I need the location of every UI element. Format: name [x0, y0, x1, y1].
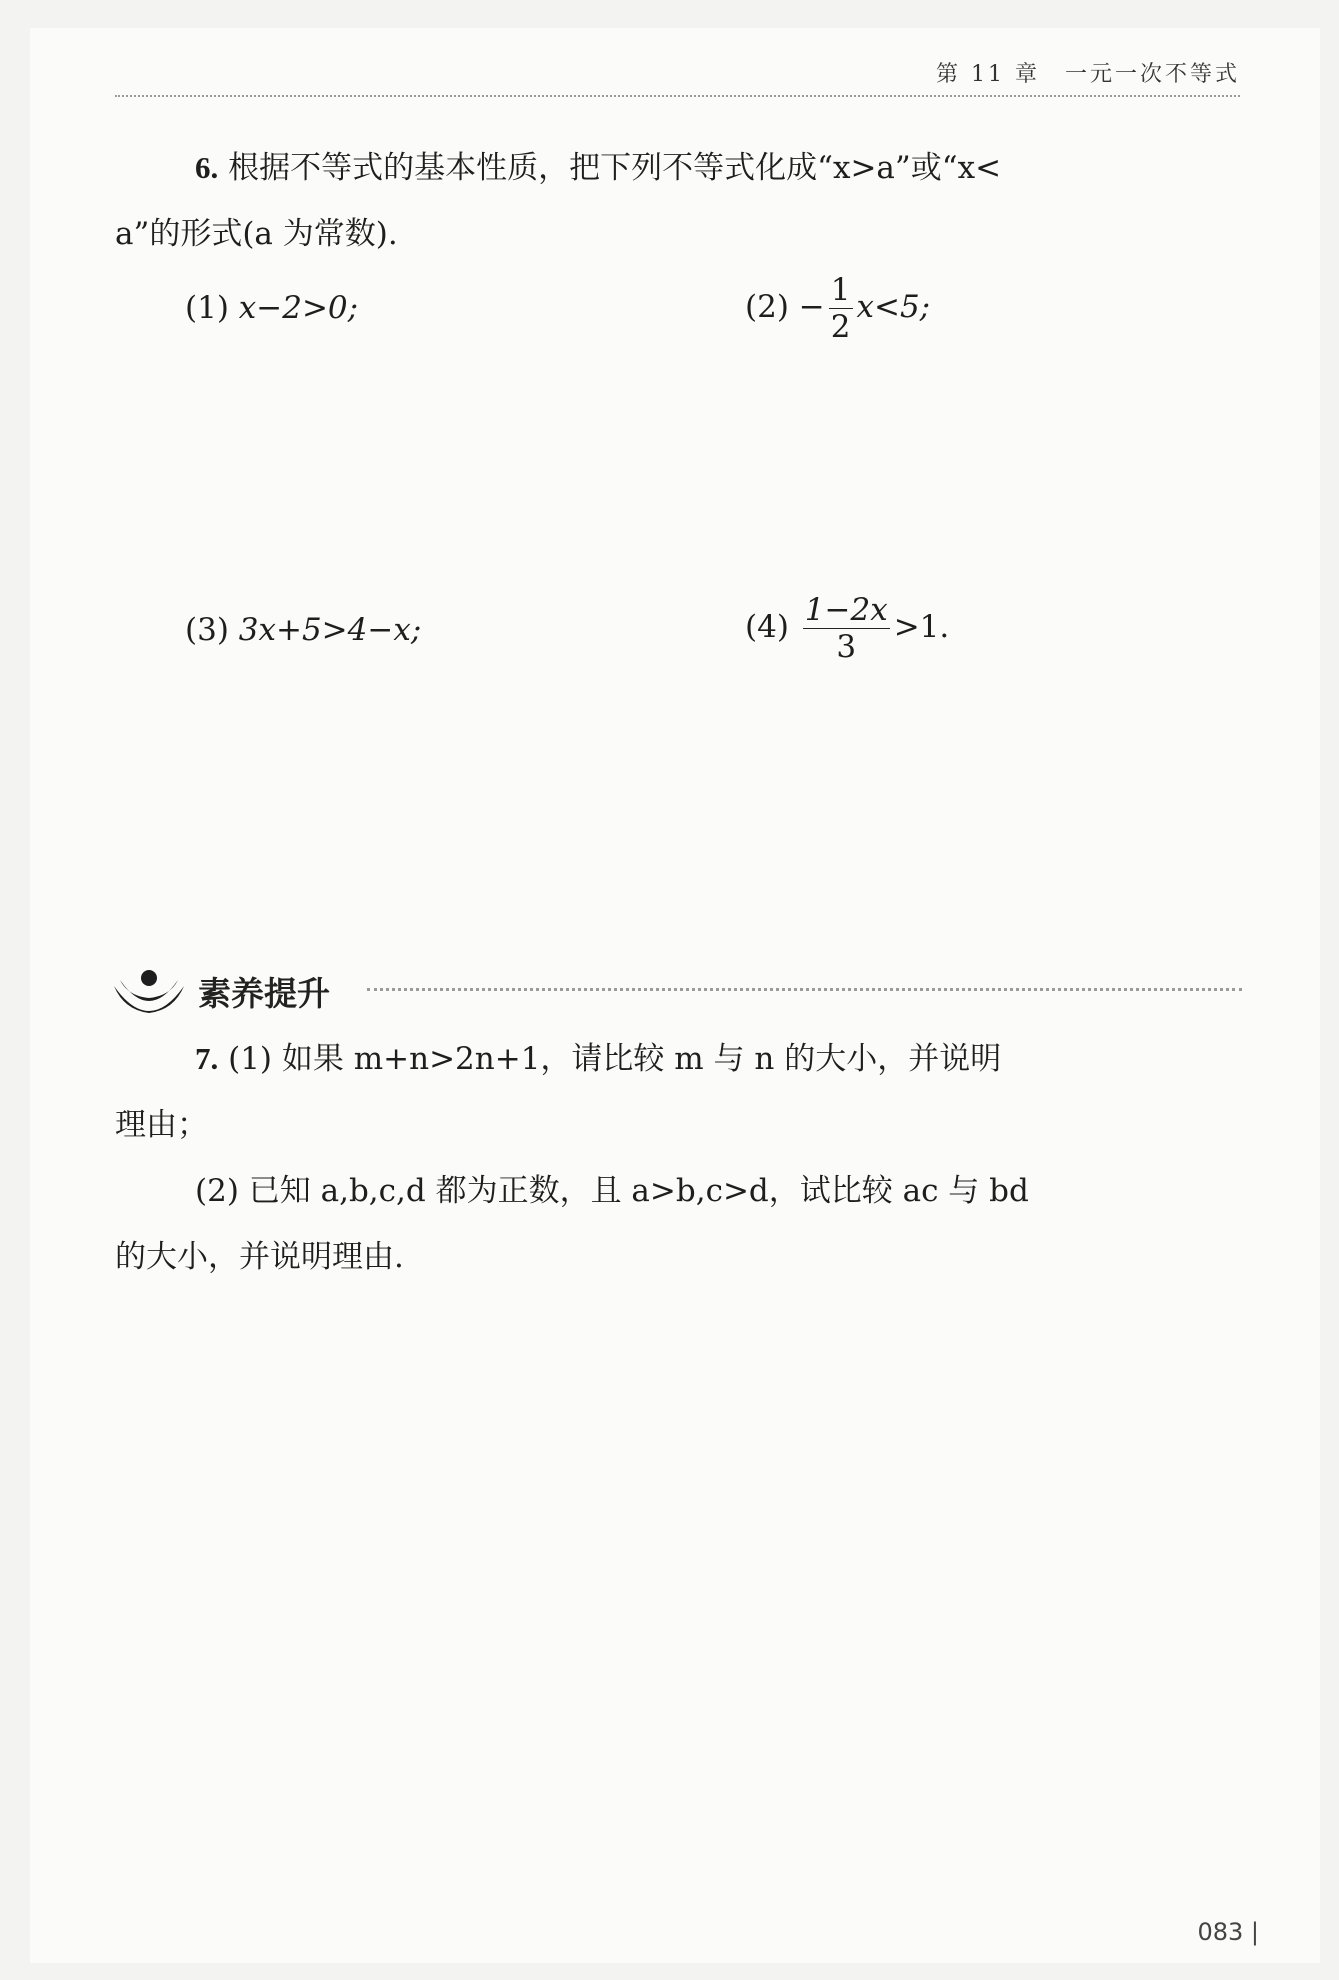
question-6: [115, 135, 1240, 267]
page-number-text: 083: [1197, 1918, 1244, 1946]
fraction-denominator: 2: [830, 309, 851, 345]
question-7-line-1: [115, 1026, 1240, 1092]
section-header: [112, 966, 1242, 1016]
fraction-numerator: 1: [830, 272, 851, 308]
sub-question-4: [745, 592, 949, 665]
running-header: [115, 55, 1240, 97]
section-divider: [367, 988, 1242, 991]
fraction-denominator: 3: [836, 629, 857, 665]
question-6-text-2: a”的形式(a 为常数).: [115, 216, 398, 252]
question-7-part-2: (2) 已知 a,b,c,d 都为正数，且 a>b,c>d，试比较 ac 与 bd: [195, 1173, 1029, 1209]
question-number: 6.: [195, 150, 219, 185]
question-7-part-2-cont: 的大小，并说明理由.: [115, 1239, 404, 1275]
question-7-part-1-cont: 理由；: [115, 1107, 208, 1143]
page-number: 083 |: [1197, 1918, 1259, 1946]
fraction: [829, 272, 853, 345]
sub-question-1: [185, 290, 358, 326]
question-7-line-3: [115, 1158, 1240, 1224]
question-6-line-1: [115, 135, 1240, 201]
sub-label: (3): [185, 612, 229, 648]
sub-suffix: x<5;: [856, 289, 931, 325]
question-7-part-1: (1) 如果 m+n>2n+1，请比较 m 与 n 的大小，并说明: [228, 1041, 1002, 1077]
sub-question-3: [185, 612, 421, 648]
section-title: 素养提升: [198, 974, 330, 1013]
chapter-title: 第 11 章 一元一次不等式: [936, 62, 1240, 87]
literacy-icon: [112, 966, 186, 1016]
sub-label: (1): [185, 290, 229, 326]
sub-expression: x−2>0;: [238, 290, 359, 326]
fraction-numerator: 1−2x: [804, 592, 888, 628]
sub-label: (4): [745, 609, 789, 645]
sub-prefix: −: [798, 289, 825, 325]
sub-suffix: >1.: [893, 609, 950, 645]
question-number: 7.: [195, 1041, 219, 1076]
question-6-text-1: 根据不等式的基本性质，把下列不等式化成“x>a”或“x<: [228, 150, 1002, 186]
fraction: [803, 592, 890, 665]
sub-label: (2): [745, 289, 789, 325]
sub-expression: 3x+5>4−x;: [238, 612, 422, 648]
sub-question-2: [745, 272, 930, 345]
question-7: [115, 1026, 1240, 1290]
